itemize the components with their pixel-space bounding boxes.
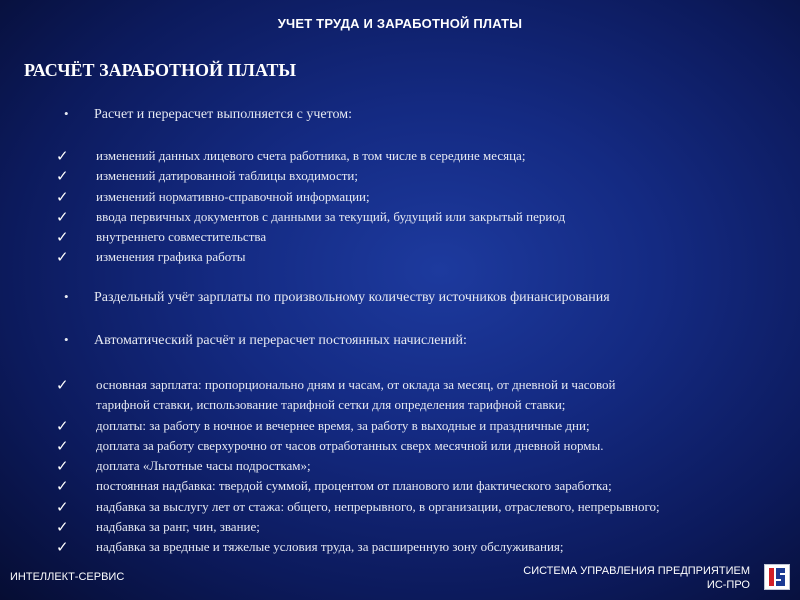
check-mark-icon: ✓ bbox=[56, 457, 69, 476]
list-item-text: внутреннего совместительства bbox=[96, 229, 267, 245]
list-item-text: изменений нормативно-справочной информации; bbox=[96, 188, 370, 204]
logo-mark-icon bbox=[765, 565, 789, 589]
bullet-item bbox=[64, 106, 352, 123]
bullet-text: Раздельный учёт зарплаты по произвольному количеству источников финансирования bbox=[94, 290, 610, 305]
list-item-text-continued: тарифной ставки, использование тарифной сетки для определения тарифной ставки; bbox=[96, 397, 566, 413]
slide-heading: РАСЧЁТ ЗАРАБОТНОЙ ПЛАТЫ bbox=[24, 60, 297, 80]
check-mark-icon: ✓ bbox=[56, 376, 69, 394]
list-item-text: изменений датированной таблицы входимости; bbox=[96, 168, 358, 184]
check-mark-icon: ✓ bbox=[56, 477, 69, 496]
list-item-text: изменения графика работы bbox=[96, 249, 246, 265]
list-item bbox=[56, 247, 565, 267]
check-mark-icon: ✓ bbox=[56, 147, 69, 165]
check-list-permanent-accruals bbox=[56, 375, 660, 558]
check-mark-icon: ✓ bbox=[56, 248, 69, 267]
check-mark-icon: ✓ bbox=[56, 436, 69, 455]
company-logo-icon bbox=[764, 564, 790, 590]
list-item-text: изменений данных лицевого счета работника, в том числе в середине месяца; bbox=[96, 148, 526, 163]
check-list-recalc-conditions bbox=[56, 146, 565, 268]
footer-product-line2: ИС-ПРО bbox=[706, 579, 750, 591]
list-item bbox=[56, 476, 660, 496]
list-item bbox=[56, 375, 660, 416]
bullet-text: Расчет и перерасчет выполняется с учетом: bbox=[94, 107, 353, 122]
list-item bbox=[56, 497, 660, 517]
list-item-text: доплаты: за работу в ночное и вечернее время, за работу в выходные и праздничные дни; bbox=[96, 417, 590, 433]
list-item bbox=[56, 537, 660, 557]
check-mark-icon: ✓ bbox=[56, 228, 69, 247]
list-item-text: доплата «Льготные часы подросткам»; bbox=[96, 458, 311, 474]
footer-company-name: ИНТЕЛЛЕКТ-СЕРВИС bbox=[10, 571, 125, 583]
list-item-text: доплата за работу сверхурочно от часов отработанных сверх месячной или дневной нормы. bbox=[96, 437, 604, 453]
footer-product-name bbox=[523, 564, 750, 592]
check-mark-icon: ✓ bbox=[56, 497, 69, 516]
bullet-item bbox=[64, 289, 610, 306]
list-item bbox=[56, 436, 660, 456]
list-item bbox=[56, 166, 565, 186]
footer-product-line1: СИСТЕМА УПРАВЛЕНИЯ ПРЕДПРИЯТИЕМ bbox=[523, 565, 750, 577]
list-item bbox=[56, 207, 565, 227]
list-item bbox=[56, 517, 660, 537]
list-item-text: надбавка за ранг, чин, звание; bbox=[96, 519, 260, 535]
bullet-marker: • bbox=[64, 106, 69, 121]
list-item-text: надбавка за выслугу лет от стажа: общего, непрерывного, в организации, отраслевого, непрерывного; bbox=[96, 498, 660, 514]
list-item bbox=[56, 187, 565, 207]
list-item bbox=[56, 146, 565, 166]
check-mark-icon: ✓ bbox=[56, 167, 69, 186]
list-item-text: основная зарплата: пропорционально дням и часам, от оклада за месяц, от дневной и часовой bbox=[96, 377, 616, 392]
check-mark-icon: ✓ bbox=[56, 187, 69, 206]
bullet-item bbox=[64, 332, 467, 349]
check-mark-icon: ✓ bbox=[56, 207, 69, 226]
list-item-text: надбавка за вредные и тяжелые условия труда, за расширенную зону обслуживания; bbox=[96, 539, 564, 555]
header-title: УЧЕТ ТРУДА И ЗАРАБОТНОЙ ПЛАТЫ bbox=[277, 16, 523, 31]
list-item-text: ввода первичных документов с данными за текущий, будущий или закрытый период bbox=[96, 208, 566, 224]
bullet-text: Автоматический расчёт и перерасчет постоянных начислений: bbox=[94, 333, 467, 348]
check-mark-icon: ✓ bbox=[56, 518, 69, 537]
bullet-marker: • bbox=[64, 332, 69, 347]
check-mark-icon: ✓ bbox=[56, 416, 69, 435]
list-item bbox=[56, 416, 660, 436]
list-item-text: постоянная надбавка: твердой суммой, процентом от планового или фактического заработка; bbox=[96, 478, 612, 494]
check-mark-icon: ✓ bbox=[56, 538, 69, 557]
bullet-marker: • bbox=[64, 289, 69, 304]
list-item bbox=[56, 456, 660, 476]
list-item bbox=[56, 227, 565, 247]
